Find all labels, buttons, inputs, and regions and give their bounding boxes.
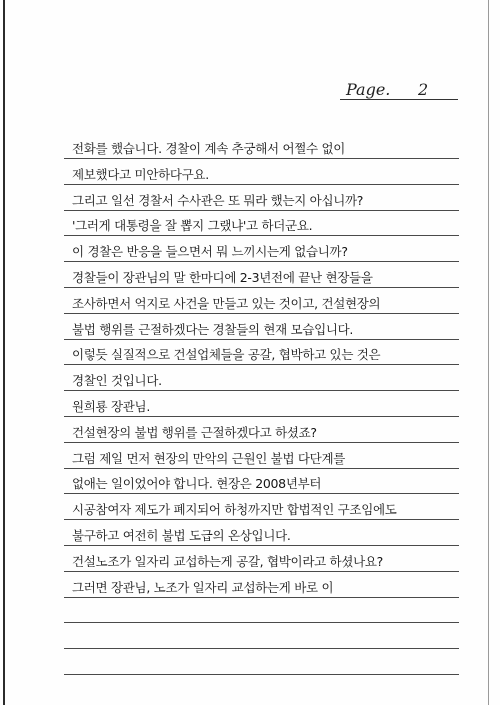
handwritten-line-text: 원희룡 장관님. [72,399,150,414]
handwritten-line-text: 그리고 일선 경찰서 수사관은 또 뭐라 했는지 아십니까? [72,193,364,208]
handwritten-line [72,341,462,365]
handwritten-line [72,548,462,572]
handwritten-line [72,367,462,391]
ruled-line [64,674,459,675]
handwritten-line [72,187,462,211]
handwritten-line [72,470,462,494]
handwritten-line-text: 조사하면서 억지로 사건을 만들고 있는 것이고, 건설현장의 [72,296,381,311]
handwritten-line-text: 그럼 제일 먼저 현장의 만악의 근원인 불법 다단계를 [72,451,345,466]
page-number: 2 [418,80,429,99]
handwritten-line [72,212,462,236]
handwritten-line [72,445,462,469]
handwritten-line-text: 이 경찰은 반응을 들으면서 뭐 느끼시는게 없습니까? [72,244,348,259]
handwritten-line-text: 전화를 했습니다. 경찰이 계속 추궁해서 어쩔수 없이 [72,141,345,156]
handwritten-line-text: 그러면 장관님, 노조가 일자리 교섭하는게 바로 이 [72,580,334,595]
handwritten-line-text: 제보했다고 미안하다구요. [72,167,209,182]
handwritten-line-text: 없애는 일이었어야 합니다. 현장은 2008년부터 [72,476,322,491]
handwritten-line [72,393,462,417]
handwritten-line-text: 경찰들이 장관님의 말 한마디에 2-3년전에 끝난 현장들을 [72,270,373,285]
handwritten-line-text: 불법 행위를 근절하겠다는 경찰들의 현재 모습입니다. [72,322,354,337]
handwritten-line-text: 경찰인 것입니다. [72,373,162,388]
handwritten-line-text: 시공참여자 제도가 폐지되어 하청까지만 합법적인 구조임에도 [72,502,397,517]
handwritten-line [72,238,462,262]
page-label-text: Page. [346,80,391,99]
handwritten-line [72,135,462,159]
page-number-rule [340,99,458,100]
handwritten-line-text: 불구하고 여전히 불법 도급의 온상입니다. [72,528,291,543]
handwritten-line-text: 건설현장의 불법 행위를 근절하겠다고 하셨죠? [72,425,317,440]
handwritten-line [72,522,462,546]
handwritten-line-text: 건설노조가 일자리 교섭하는게 공갈, 협박이라고 하셨나요? [72,554,383,569]
ruled-line [64,622,459,623]
page-right-border [488,0,489,705]
handwritten-line [72,316,462,340]
handwritten-line-text: '그러게 대통령을 잘 뽑지 그랬냐'고 하더군요. [72,218,313,233]
handwritten-line [72,496,462,520]
ruled-line [64,648,459,649]
handwritten-line [72,161,462,185]
handwritten-line [72,574,462,598]
handwritten-line-text: 이렇듯 실질적으로 건설업체들을 공갈, 협박하고 있는 것은 [72,347,381,362]
page-left-border [3,0,5,705]
handwritten-line [72,419,462,443]
handwritten-line [72,264,462,288]
handwritten-line [72,290,462,314]
